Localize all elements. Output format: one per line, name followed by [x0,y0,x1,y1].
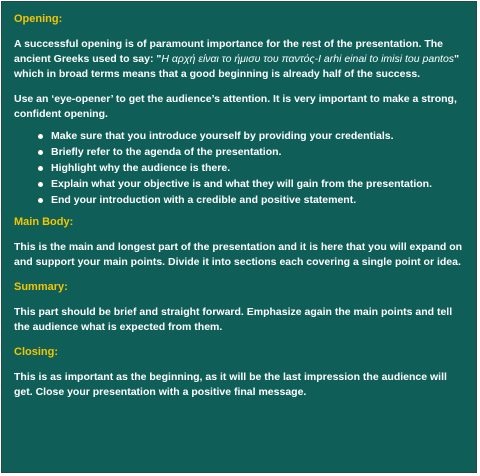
list-item [38,129,464,144]
summary-paragraph: This part should be brief and straight forward. Emphasize again the main points and tell the audience what is expected from them. [14,306,453,333]
opening-paragraph-1 [14,37,464,82]
main-body-heading: Main Body: [14,216,74,228]
bullet-dot-icon [38,198,43,203]
list-item-text: Highlight why the audience is there. [51,162,231,174]
content-panel [1,1,477,473]
list-item [38,193,464,208]
bullet-dot-icon [38,182,43,187]
list-item-text: End your introduction with a credible and positive statement. [51,194,357,206]
opening-paragraph-2: Use an ‘eye-opener’ to get the audience’s attention. It is very important to make a strong, confident opening. [14,93,457,120]
bullet-dot-icon [38,134,43,139]
bullet-dot-icon [38,166,43,171]
opening-bullet-list [14,129,464,208]
closing-heading: Closing: [14,346,58,358]
summary-heading: Summary: [14,281,68,293]
list-item-text: Briefly refer to the agenda of the presentation. [51,146,282,158]
list-item [38,177,464,192]
opening-heading: Opening: [14,13,63,25]
bullet-dot-icon [38,150,43,155]
closing-paragraph: This is as important as the beginning, as it will be the last impression the audience will get. Close your presentation with a positive final message. [14,371,447,398]
list-item-text: Explain what your objective is and what they will gain from the presentation. [51,178,432,190]
list-item-text: Make sure that you introduce yourself by providing your credentials. [51,130,394,142]
list-item [38,145,464,160]
opening-paragraph-1-after: " which in broad terms means that a good beginning is already half of the success. [14,53,460,80]
main-body-paragraph: This is the main and longest part of the presentation and it is here that you will expand on and support your main points. Divide it into sections each covering a single point or idea. [14,241,463,268]
list-item [38,161,464,176]
greek-quote: Η αρχή είναι το ήμισυ του παντός-I arhi einai to imisi tou pantos [161,53,455,65]
opening-paragraph-1-before: A successful opening is of paramount importance for the rest of the presentation. The ancient Greeks used to say: " [14,38,444,65]
